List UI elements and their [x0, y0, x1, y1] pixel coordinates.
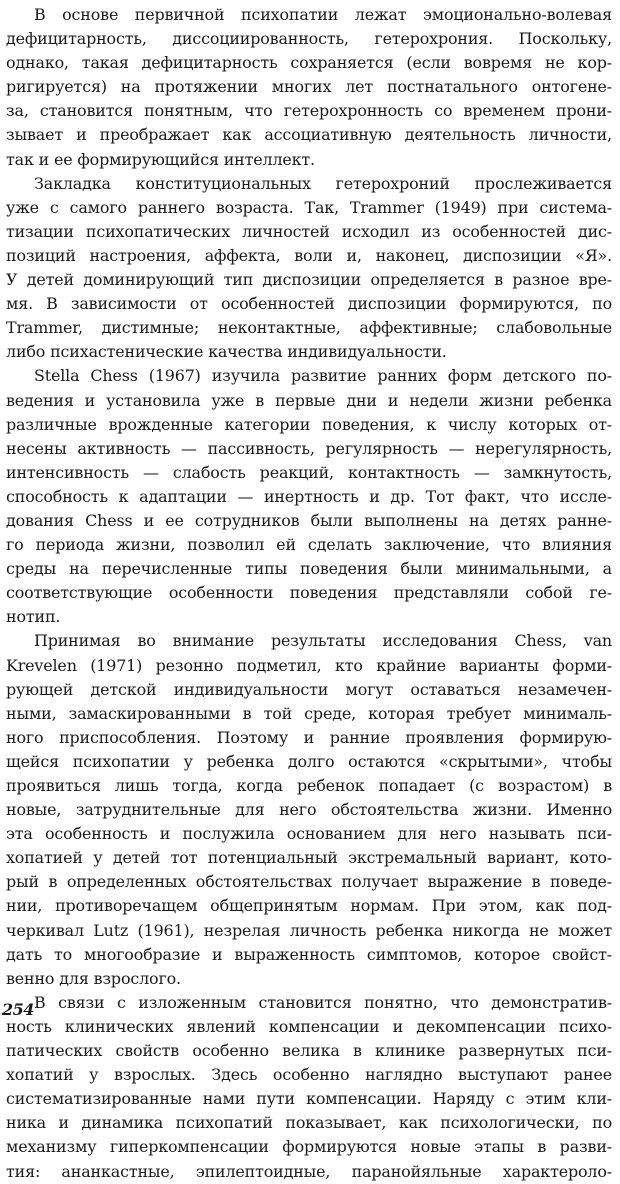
text-line: механизму гиперкомпенсации формируются новые этапы в разви- [6, 1137, 612, 1157]
text-line: способность к адаптации — инертность и др. Тот факт, что иссле- [6, 486, 612, 506]
text-line: зывает и преображает как ассоциативную деятельность личности, [6, 125, 612, 145]
text-column [6, 3, 612, 1184]
text-line: позиций настроения, аффекта, воли и, наконец, диспозиции «Я». [6, 245, 612, 265]
text-line: ригируется) на протяжении многих лет постнатального онтогене- [6, 77, 612, 97]
text-line: среды на перечисленные типы поведения были минимальными, а [6, 559, 612, 579]
text-line: либо психастенические качества индивидуальности. [6, 342, 447, 362]
text-line: проявиться лишь тогда, когда ребенок попадает (с возрастом) в [6, 776, 612, 795]
page-number: 254 [2, 1000, 34, 1019]
text-line: Принимая во внимание результаты исследования Chess, van [34, 631, 612, 651]
text-line: хопатий у взрослых. Здесь особенно наглядно выступают ранее [6, 1065, 612, 1085]
text-line: ведения и установила уже в первые дни и недели жизни ребенка [6, 390, 612, 410]
text-line: тизации психопатических личностей исходил из особенностей дис- [6, 221, 612, 241]
text-line: однако, такая дефицитарность сохраняется (если вовремя не кор- [6, 53, 612, 73]
text-line: нотип. [6, 607, 61, 627]
text-line: систематизированные нами пути компенсации. Наряду с этим кли- [6, 1089, 612, 1109]
text-line: дать то многообразие и выраженность симптомов, которое свойст- [6, 944, 612, 964]
text-line: дования Chess и ее сотрудников были выполнены на детях ранне- [6, 510, 612, 530]
text-line: Krevelen (1971) резонно подметил, кто крайние варианты форми- [6, 655, 612, 675]
text-line: рый в определенных обстоятельствах получает выражение в поведе- [6, 872, 612, 892]
text-line: интенсивность — слабость реакций, контактность — замкнутость, [6, 462, 612, 482]
text-line: эта особенность и послужила основанием для него называть пси- [6, 824, 612, 844]
text-line: за, становится понятным, что гетерохронность со временем прони- [6, 101, 612, 121]
text-line: ника и динамика психопатий показывает, как психологически, по [6, 1113, 612, 1133]
text-line: мя. В зависимости от особенностей диспозиции формируются, по [6, 294, 612, 314]
text-line: У детей доминирующий тип диспозиции определяется в разное вре- [6, 270, 612, 290]
text-line: новые, затруднительные для него обстоятельства жизни. Именно [6, 800, 612, 820]
text-line: тия: ананкастные, эпилептоидные, паранойяльные характероло- [6, 1161, 612, 1181]
text-line: Закладка конституциональных гетерохроний прослеживается [34, 173, 612, 193]
text-line: соответствующие особенности поведения представляли собой ге- [6, 583, 612, 603]
text-line: Stella Chess (1967) изучила развитие ранних форм детского по- [34, 366, 612, 386]
text-line: щейся психопатии у ребенка долго остаются «скрытыми», чтобы [6, 751, 612, 771]
text-line: патических свойств особенно велика в клинике развернутых пси- [6, 1041, 612, 1061]
text-line: несены активность — пассивность, регулярность — нерегулярность, [6, 438, 612, 458]
text-line: различные врожденные категории поведения, к числу которых от- [6, 414, 612, 434]
text-line: ность клинических явлений компенсации и декомпенсации психо- [6, 1016, 612, 1036]
text-line: хопатией у детей тот потенциальный экстремальный вариант, кото- [6, 848, 612, 868]
text-line: нии, противоречащем общепринятым нормам. При этом, как под- [6, 896, 612, 916]
text-line: так и ее формирующийся интеллект. [6, 149, 315, 169]
text-line: дефицитарность, диссоциированность, гетерохрония. Поскольку, [6, 29, 612, 49]
text-line: Trammer, дистимные; неконтактные, аффективные; слабовольные [6, 318, 612, 338]
text-line: черкивал Lutz (1961), незрелая личность ребенка никогда не может [6, 920, 612, 940]
text-line: В связи с изложенным становится понятно, что демонстратив- [34, 992, 612, 1012]
text-line: го периода жизни, позволил ей сделать заключение, что влияния [6, 535, 612, 555]
text-line: В основе первичной психопатии лежат эмоционально-волевая [34, 5, 612, 24]
text-line: ными, замаскированными в той среде, которая требует минималь- [6, 703, 612, 723]
text-line: рующей детской индивидуальности могут оставаться незамечен- [6, 679, 612, 699]
text-line: уже с самого раннего возраста. Так, Trammer (1949) при система- [6, 197, 612, 217]
text-line: ного приспособления. Поэтому и ранние проявления формирую- [6, 727, 612, 747]
text-line: венно для взрослого. [6, 968, 181, 988]
